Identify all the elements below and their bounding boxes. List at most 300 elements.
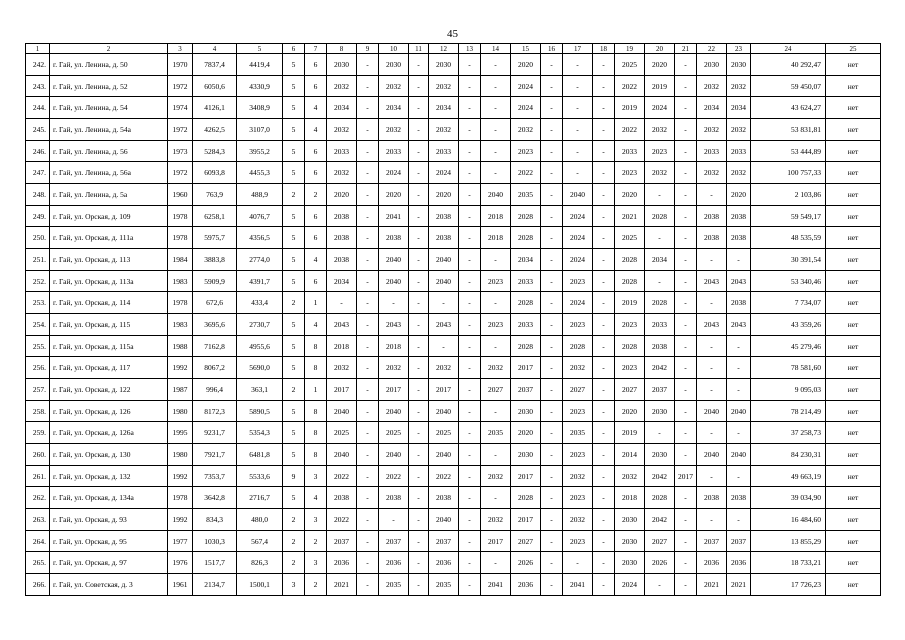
table-cell: 2038 xyxy=(429,227,459,249)
table-cell: 2041 xyxy=(481,574,511,596)
table-cell: 5 xyxy=(283,162,305,184)
table-cell: 2040 xyxy=(379,400,409,422)
table-cell: - xyxy=(541,465,563,487)
table-cell: 2036 xyxy=(327,552,357,574)
table-cell: 2042 xyxy=(645,465,675,487)
table-cell: - xyxy=(593,314,615,336)
table-cell: 2024 xyxy=(615,574,645,596)
row-index-cell: 255. xyxy=(26,335,50,357)
table-cell: 2024 xyxy=(563,205,593,227)
table-cell: - xyxy=(593,227,615,249)
table-cell: 2025 xyxy=(615,227,645,249)
table-cell: 2022 xyxy=(429,465,459,487)
table-cell: 2020 xyxy=(327,184,357,206)
table-cell: - xyxy=(357,422,379,444)
table-cell: 2043 xyxy=(327,314,357,336)
table-cell: 2018 xyxy=(481,227,511,249)
table-cell: 45 279,46 xyxy=(751,335,826,357)
table-cell: - xyxy=(357,54,379,76)
table-cell: 2024 xyxy=(563,249,593,271)
table-cell: - xyxy=(357,530,379,552)
address-cell: г. Гай, ул. Орская, д. 113 xyxy=(50,249,168,271)
table-cell: 2036 xyxy=(697,552,727,574)
row-index-cell: 246. xyxy=(26,140,50,162)
table-cell: - xyxy=(409,249,429,271)
table-cell: 2730,7 xyxy=(237,314,283,336)
table-cell: 2038 xyxy=(697,227,727,249)
table-cell: - xyxy=(481,97,511,119)
table-cell: 30 391,54 xyxy=(751,249,826,271)
table-cell: - xyxy=(481,487,511,509)
table-cell: 1984 xyxy=(168,249,193,271)
table-cell: 5 xyxy=(283,487,305,509)
table-cell: 49 663,19 xyxy=(751,465,826,487)
address-cell: г. Гай, ул. Орская, д. 115а xyxy=(50,335,168,357)
table-cell: 4 xyxy=(305,119,327,141)
table-cell: 2020 xyxy=(727,184,751,206)
table-cell: 672,6 xyxy=(193,292,237,314)
table-cell: - xyxy=(645,574,675,596)
table-cell: 8067,2 xyxy=(193,357,237,379)
column-number-cell: 25 xyxy=(826,44,881,54)
table-row xyxy=(26,54,881,76)
address-cell: г. Гай, ул. Ленина, д. 5а xyxy=(50,184,168,206)
table-cell: - xyxy=(409,465,429,487)
table-cell: 6 xyxy=(305,140,327,162)
table-cell: 8 xyxy=(305,444,327,466)
table-cell: 2032 xyxy=(481,509,511,531)
table-cell: 40 292,47 xyxy=(751,54,826,76)
table-cell: - xyxy=(409,227,429,249)
table-cell: 5 xyxy=(283,357,305,379)
column-number-cell: 13 xyxy=(459,44,481,54)
table-cell: - xyxy=(459,530,481,552)
table-cell: 2024 xyxy=(429,162,459,184)
table-cell: - xyxy=(593,552,615,574)
table-cell: 2041 xyxy=(563,574,593,596)
table-cell: 2033 xyxy=(727,140,751,162)
table-cell: - xyxy=(459,357,481,379)
table-cell: - xyxy=(593,270,615,292)
table-cell: - xyxy=(459,465,481,487)
table-cell: 5975,7 xyxy=(193,227,237,249)
table-cell: 5 xyxy=(283,54,305,76)
table-cell: - xyxy=(541,292,563,314)
table-cell: 2030 xyxy=(645,400,675,422)
table-cell: - xyxy=(675,530,697,552)
table-cell: 2019 xyxy=(615,422,645,444)
table-cell: 3107,0 xyxy=(237,119,283,141)
table-cell: - xyxy=(593,205,615,227)
table-cell: - xyxy=(593,292,615,314)
table-row xyxy=(26,574,881,596)
table-cell: нет xyxy=(826,552,881,574)
table-cell: 2038 xyxy=(327,249,357,271)
table-cell: 2023 xyxy=(563,530,593,552)
table-cell: - xyxy=(481,119,511,141)
column-number-cell: 21 xyxy=(675,44,697,54)
table-cell: - xyxy=(541,509,563,531)
table-cell: 2043 xyxy=(727,270,751,292)
table-cell: - xyxy=(541,357,563,379)
table-cell: 2034 xyxy=(327,270,357,292)
table-cell: - xyxy=(541,75,563,97)
table-cell: - xyxy=(357,314,379,336)
table-cell: - xyxy=(409,97,429,119)
table-cell: 2043 xyxy=(697,314,727,336)
table-cell: 2028 xyxy=(615,249,645,271)
table-cell: - xyxy=(541,162,563,184)
table-cell: 1978 xyxy=(168,292,193,314)
table-cell: - xyxy=(541,422,563,444)
table-cell: 2038 xyxy=(727,227,751,249)
table-cell: 1978 xyxy=(168,487,193,509)
table-cell: 2040 xyxy=(379,270,409,292)
table-cell: 2023 xyxy=(645,140,675,162)
table-cell: - xyxy=(593,335,615,357)
table-cell: 2036 xyxy=(429,552,459,574)
table-cell: 1983 xyxy=(168,314,193,336)
table-cell: 2040 xyxy=(429,270,459,292)
column-number-cell: 16 xyxy=(541,44,563,54)
table-cell: - xyxy=(675,140,697,162)
table-cell: 2018 xyxy=(481,205,511,227)
table-cell: - xyxy=(459,552,481,574)
table-cell: - xyxy=(675,227,697,249)
table-cell: - xyxy=(541,205,563,227)
table-cell: нет xyxy=(826,119,881,141)
table-cell: 2032 xyxy=(327,119,357,141)
table-cell: 2034 xyxy=(511,249,541,271)
table-row xyxy=(26,270,881,292)
table-cell: 5 xyxy=(283,314,305,336)
table-cell: 2032 xyxy=(379,357,409,379)
address-cell: г. Гай, ул. Ленина, д. 52 xyxy=(50,75,168,97)
table-cell: - xyxy=(409,530,429,552)
table-cell: 5 xyxy=(283,75,305,97)
table-cell: 1972 xyxy=(168,75,193,97)
row-index-cell: 247. xyxy=(26,162,50,184)
table-cell: 8172,3 xyxy=(193,400,237,422)
row-index-cell: 248. xyxy=(26,184,50,206)
row-index-cell: 258. xyxy=(26,400,50,422)
table-cell: - xyxy=(727,509,751,531)
table-cell: - xyxy=(357,292,379,314)
table-cell: 2040 xyxy=(429,400,459,422)
table-cell: 59 549,17 xyxy=(751,205,826,227)
table-cell: 84 230,31 xyxy=(751,444,826,466)
table-row xyxy=(26,162,881,184)
table-cell: 2020 xyxy=(615,400,645,422)
table-cell: - xyxy=(459,205,481,227)
table-cell: 16 484,60 xyxy=(751,509,826,531)
table-cell: 2030 xyxy=(615,530,645,552)
table-cell: 2020 xyxy=(645,54,675,76)
table-cell: 3642,8 xyxy=(193,487,237,509)
table-cell: 4356,5 xyxy=(237,227,283,249)
column-number-cell: 11 xyxy=(409,44,429,54)
table-cell: 2017 xyxy=(675,465,697,487)
table-cell: 5 xyxy=(283,249,305,271)
row-index-cell: 242. xyxy=(26,54,50,76)
table-cell: 3 xyxy=(305,509,327,531)
table-cell: - xyxy=(675,270,697,292)
table-cell: 2038 xyxy=(645,335,675,357)
table-row xyxy=(26,227,881,249)
table-cell: 7162,8 xyxy=(193,335,237,357)
table-row xyxy=(26,422,881,444)
table-row xyxy=(26,97,881,119)
table-cell: 2033 xyxy=(645,314,675,336)
column-number-cell: 23 xyxy=(727,44,751,54)
table-cell: 2023 xyxy=(615,357,645,379)
table-cell: 1980 xyxy=(168,444,193,466)
address-cell: г. Гай, ул. Орская, д. 111а xyxy=(50,227,168,249)
table-row xyxy=(26,314,881,336)
table-cell: 1992 xyxy=(168,509,193,531)
table-cell: - xyxy=(459,487,481,509)
table-cell: 2032 xyxy=(429,357,459,379)
address-cell: г. Гай, ул. Орская, д. 97 xyxy=(50,552,168,574)
table-cell: - xyxy=(409,552,429,574)
table-cell: - xyxy=(459,574,481,596)
table-cell: нет xyxy=(826,205,881,227)
table-cell: - xyxy=(409,444,429,466)
table-cell: - xyxy=(563,162,593,184)
table-cell: - xyxy=(541,444,563,466)
table-cell: 2028 xyxy=(645,205,675,227)
table-cell: 2 xyxy=(283,530,305,552)
table-cell: - xyxy=(409,487,429,509)
table-cell: 6481,8 xyxy=(237,444,283,466)
table-cell: 2023 xyxy=(511,140,541,162)
row-index-cell: 264. xyxy=(26,530,50,552)
table-cell: 1974 xyxy=(168,97,193,119)
table-cell: 2027 xyxy=(563,379,593,401)
table-cell: 78 581,60 xyxy=(751,357,826,379)
table-cell: - xyxy=(697,357,727,379)
table-cell: нет xyxy=(826,509,881,531)
table-cell: 2017 xyxy=(379,379,409,401)
column-number-cell: 7 xyxy=(305,44,327,54)
table-cell: 5284,3 xyxy=(193,140,237,162)
table-cell: нет xyxy=(826,530,881,552)
table-cell: нет xyxy=(826,574,881,596)
table-cell: 2038 xyxy=(429,487,459,509)
table-cell: 4 xyxy=(305,487,327,509)
table-row xyxy=(26,530,881,552)
table-cell: 2026 xyxy=(645,552,675,574)
table-cell: 2040 xyxy=(429,509,459,531)
table-cell: 2020 xyxy=(511,54,541,76)
table-cell: 2032 xyxy=(379,75,409,97)
address-cell: г. Гай, ул. Орская, д. 126 xyxy=(50,400,168,422)
address-cell: г. Гай, ул. Орская, д. 117 xyxy=(50,357,168,379)
address-cell: г. Гай, ул. Орская, д. 130 xyxy=(50,444,168,466)
table-cell: 2024 xyxy=(645,97,675,119)
table-cell: 2035 xyxy=(511,184,541,206)
table-cell: 2022 xyxy=(327,509,357,531)
address-cell: г. Гай, ул. Советская, д. 3 xyxy=(50,574,168,596)
table-cell: 2027 xyxy=(481,379,511,401)
table-cell: - xyxy=(697,465,727,487)
table-cell: - xyxy=(357,249,379,271)
table-cell: - xyxy=(409,292,429,314)
table-cell: - xyxy=(481,54,511,76)
table-cell: 2032 xyxy=(727,119,751,141)
table-cell: 2032 xyxy=(327,357,357,379)
table-cell: 2032 xyxy=(481,357,511,379)
table-cell: - xyxy=(675,400,697,422)
table-cell: нет xyxy=(826,465,881,487)
table-cell: 1978 xyxy=(168,227,193,249)
table-cell: 2 103,86 xyxy=(751,184,826,206)
table-cell: 2134,7 xyxy=(193,574,237,596)
table-cell: - xyxy=(675,162,697,184)
table-cell: - xyxy=(593,184,615,206)
table-cell: 2037 xyxy=(327,530,357,552)
table-cell: 1972 xyxy=(168,162,193,184)
table-cell: 2033 xyxy=(615,140,645,162)
table-cell: - xyxy=(675,249,697,271)
table-cell: - xyxy=(357,400,379,422)
table-cell: - xyxy=(409,184,429,206)
table-cell: 2034 xyxy=(727,97,751,119)
table-cell: 2037 xyxy=(727,530,751,552)
column-number-cell: 15 xyxy=(511,44,541,54)
table-cell: 2043 xyxy=(429,314,459,336)
column-number-cell: 5 xyxy=(237,44,283,54)
table-row xyxy=(26,379,881,401)
table-cell: нет xyxy=(826,140,881,162)
table-cell: - xyxy=(593,119,615,141)
table-cell: - xyxy=(593,357,615,379)
table-cell: 4455,3 xyxy=(237,162,283,184)
table-cell: 2024 xyxy=(563,227,593,249)
table-cell: - xyxy=(727,465,751,487)
table-cell: 6 xyxy=(305,162,327,184)
table-cell: 2042 xyxy=(645,509,675,531)
table-cell: - xyxy=(357,574,379,596)
table-cell: 43 359,26 xyxy=(751,314,826,336)
table-cell: - xyxy=(593,249,615,271)
table-cell: 4419,4 xyxy=(237,54,283,76)
table-cell: 6258,1 xyxy=(193,205,237,227)
column-number-cell: 4 xyxy=(193,44,237,54)
table-cell: - xyxy=(459,292,481,314)
column-number-cell: 14 xyxy=(481,44,511,54)
table-cell: - xyxy=(541,227,563,249)
table-cell: - xyxy=(409,574,429,596)
table-cell: - xyxy=(357,227,379,249)
row-index-cell: 244. xyxy=(26,97,50,119)
table-cell: - xyxy=(357,162,379,184)
table-cell: 2017 xyxy=(481,530,511,552)
table-cell: - xyxy=(697,509,727,531)
table-cell: 1992 xyxy=(168,357,193,379)
table-cell: 1988 xyxy=(168,335,193,357)
table-cell: - xyxy=(379,292,409,314)
table-cell: - xyxy=(459,97,481,119)
table-cell: 9 xyxy=(283,465,305,487)
table-cell: 2033 xyxy=(327,140,357,162)
table-cell: 2036 xyxy=(727,552,751,574)
table-cell: 3955,2 xyxy=(237,140,283,162)
table-cell: 2018 xyxy=(615,487,645,509)
table-cell: - xyxy=(563,119,593,141)
table-cell: 5 xyxy=(283,422,305,444)
table-cell: - xyxy=(357,379,379,401)
table-cell: 2028 xyxy=(511,487,541,509)
table-cell: 4126,1 xyxy=(193,97,237,119)
table-cell: 2030 xyxy=(615,509,645,531)
table-cell: 2038 xyxy=(379,227,409,249)
table-cell: - xyxy=(645,227,675,249)
table-cell: 9231,7 xyxy=(193,422,237,444)
table-cell: - xyxy=(541,487,563,509)
table-cell: - xyxy=(459,227,481,249)
column-number-cell: 9 xyxy=(357,44,379,54)
table-cell: 2023 xyxy=(563,270,593,292)
table-cell: - xyxy=(675,314,697,336)
table-cell: 2025 xyxy=(615,54,645,76)
table-cell: 8 xyxy=(305,335,327,357)
table-cell: 2030 xyxy=(645,444,675,466)
column-number-cell: 12 xyxy=(429,44,459,54)
row-index-cell: 265. xyxy=(26,552,50,574)
table-cell: 2038 xyxy=(727,292,751,314)
table-cell: 2030 xyxy=(379,54,409,76)
table-cell: - xyxy=(675,357,697,379)
column-number-cell: 17 xyxy=(563,44,593,54)
table-cell: - xyxy=(459,140,481,162)
table-cell: 13 855,29 xyxy=(751,530,826,552)
table-cell: 6 xyxy=(305,205,327,227)
table-cell: 1976 xyxy=(168,552,193,574)
register-table xyxy=(25,43,881,596)
table-cell: 2032 xyxy=(645,119,675,141)
table-cell: 2034 xyxy=(429,97,459,119)
table-cell: 5 xyxy=(283,119,305,141)
table-cell: 2032 xyxy=(727,162,751,184)
table-cell: 2040 xyxy=(563,184,593,206)
table-cell: 2033 xyxy=(697,140,727,162)
table-cell: - xyxy=(459,379,481,401)
table-cell: - xyxy=(357,119,379,141)
row-index-cell: 250. xyxy=(26,227,50,249)
table-cell: 2025 xyxy=(429,422,459,444)
table-cell: 2033 xyxy=(429,140,459,162)
table-row xyxy=(26,509,881,531)
table-cell: 1 xyxy=(305,292,327,314)
table-cell: 2020 xyxy=(615,184,645,206)
table-cell: 2 xyxy=(283,509,305,531)
table-cell: - xyxy=(675,97,697,119)
table-cell: - xyxy=(459,119,481,141)
table-cell: 2037 xyxy=(379,530,409,552)
table-cell: - xyxy=(481,335,511,357)
table-cell: - xyxy=(697,335,727,357)
table-cell: нет xyxy=(826,184,881,206)
table-cell: 100 757,33 xyxy=(751,162,826,184)
table-cell: - xyxy=(541,140,563,162)
table-cell: 1970 xyxy=(168,54,193,76)
table-cell: - xyxy=(593,140,615,162)
table-cell: - xyxy=(409,75,429,97)
table-cell: - xyxy=(357,552,379,574)
table-cell: 1030,3 xyxy=(193,530,237,552)
table-cell: 363,1 xyxy=(237,379,283,401)
